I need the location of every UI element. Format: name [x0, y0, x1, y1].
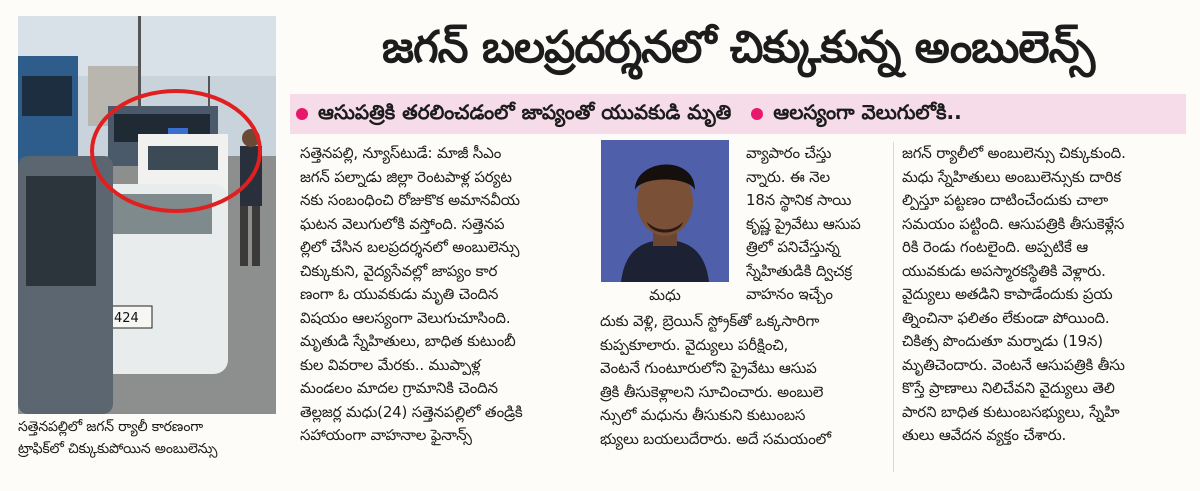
article-line: దుకు వెళ్లి, బ్రెయిన్ స్ట్రోక్‌తో ఒక్కసారిగా: [600, 312, 820, 330]
subheadline-item: [296, 100, 731, 129]
article-column-3: [902, 142, 1185, 448]
article-line: తులు ఆవేదన వ్యక్తం చేశారు.: [902, 426, 1067, 444]
subheadline-text: ఆలస్యంగా వెలుగులోకి..: [773, 99, 962, 124]
article-line: తెల్లజర్ల మధు(24) సత్తెనపల్లిలో తండ్రికి: [300, 402, 523, 421]
photo-caption: [18, 416, 280, 460]
article-column-2-bottom: [600, 310, 895, 451]
article-line: న్నారు. ఈ నెల: [746, 167, 830, 186]
article-line: వెంటనే గుంటూరులోని ప్రైవేటు ఆసుప: [600, 359, 817, 377]
article-line: వ్యాపారం చేస్తు: [746, 144, 832, 162]
article-line: చిక్కుకుని, వైద్యసేవల్లో జాప్యం కార: [300, 261, 498, 280]
portrait-caption: మధు: [649, 286, 681, 304]
article-line: త్నించినా ఫలితం లేకుండా పోయింది.: [902, 308, 1110, 327]
article-line: స్నేహితుడికి ద్విచక్ర: [746, 261, 852, 280]
subheadline-text: ఆసుపత్రికి తరలించడంలో జాప్యంతో యువకుడి మృతి: [318, 99, 732, 124]
article-line: మృతిచెందారు. వెంటనే ఆసుపత్రికి తీసు: [902, 355, 1125, 374]
article-line: వాహనం ఇచ్చేం: [746, 285, 833, 303]
article-line: 18న స్థానిక సాయి: [746, 191, 852, 209]
article-line: కొస్తే ప్రాణాలు నిలిచేవని వైద్యులు తెలి: [902, 379, 1115, 397]
article-line: రికి రెండు గంటలైంది. అప్పటికే ఆ: [902, 238, 1088, 256]
article-line: ణంగా ఓ యువకుడు మృతి చెందిన: [300, 285, 499, 303]
article-line: త్రిలో పనిచేస్తున్న: [746, 238, 840, 256]
victim-portrait: [601, 140, 729, 282]
article-line: మృతుడి స్నేహితులు, బాధిత కుటుంబీ: [300, 332, 516, 350]
article-line: త్రికి తీసుకెళ్లాలని సూచించారు. అంబులె: [600, 382, 824, 401]
license-plate: 424: [114, 311, 139, 326]
subheadline-band: [290, 94, 1186, 134]
photo-caption-line: సత్తెనపల్లిలో జగన్ ర్యాలీ కారణంగా: [18, 419, 203, 435]
article-line: పారని బాధిత కుటుంబసభ్యులు, స్నేహి: [902, 402, 1120, 421]
article-line: సమయం పట్టింది. ఆసుపత్రికి తీసుకెళ్లేస: [902, 214, 1125, 233]
bullet-dot-icon: [296, 108, 308, 120]
bullet-dot-icon: [751, 108, 763, 120]
subheadline-item: [751, 100, 961, 129]
article-line: కృష్ణ ప్రైవేటు ఆసుప: [746, 214, 861, 233]
article-line: కుల వివరాల మేరకు.. ముప్పాళ్ల: [300, 355, 481, 374]
article-line: ల్పిస్తూ పట్టణం దాటించేందుకు చాలా: [902, 191, 1109, 209]
article-line: సత్తెనపల్లి, న్యూస్‌టుడే: మాజీ సీఎం: [300, 144, 502, 162]
headline: జగన్ బలప్రదర్శనలో చిక్కుకున్న అంబులెన్స్: [381, 22, 1095, 73]
article-line: చికిత్స పొందుతూ మర్నాడు (19న): [902, 332, 1103, 350]
article-line: జగన్ పల్నాడు జిల్లా రెంటపాళ్ల పర్యట: [300, 167, 512, 186]
article-line: న్సులో మధును తీసుకుని కుటుంబస: [600, 406, 806, 424]
article-line: ఘటన వెలుగులోకి వస్తోంది. సత్తెనప: [300, 214, 505, 233]
article-line: విషయం ఆలస్యంగా వెలుగుచూసింది.: [300, 308, 511, 327]
photo-caption-line: ట్రాఫిక్‌లో చిక్కుకుపోయిన అంబులెన్సు: [18, 441, 218, 457]
article-line: కుప్పకూలారు. వైద్యులు పరీక్షించి,: [600, 335, 789, 354]
article-line: ల్లిలో చేసిన బలప్రదర్శనలో అంబులెన్సు: [300, 238, 520, 256]
article-line: వైద్యులు అతడిని కాపాడేందుకు ప్రయ: [902, 285, 1113, 303]
article-line: భ్యులు బయలుదేరారు. అదే సమయంలో: [600, 429, 831, 448]
article-line: మధు స్నేహితులు అంబులెన్సుకు దారిక: [902, 167, 1121, 186]
rally-traffic-photo: [18, 16, 276, 414]
portrait-image: [601, 140, 729, 282]
article-line: నకు సంబంధించి రోజుకొక అమానవీయ: [300, 191, 520, 209]
ambulance-in-traffic-image: [18, 16, 276, 414]
article-line: సహాయంగా వాహనాల ఫైనాన్స్: [300, 426, 472, 444]
article-column-2-top: [746, 142, 896, 307]
article-column-1: [300, 142, 585, 448]
column-divider: [893, 142, 894, 472]
article-line: యువకుడు అపస్మారకస్థితికి వెళ్లారు.: [902, 261, 1106, 280]
article-line: జగన్ ర్యాలీలో అంబులెన్సు చిక్కుకుంది.: [902, 144, 1126, 162]
article-line: మండలం మాదల గ్రామానికి చెందిన: [300, 379, 498, 397]
